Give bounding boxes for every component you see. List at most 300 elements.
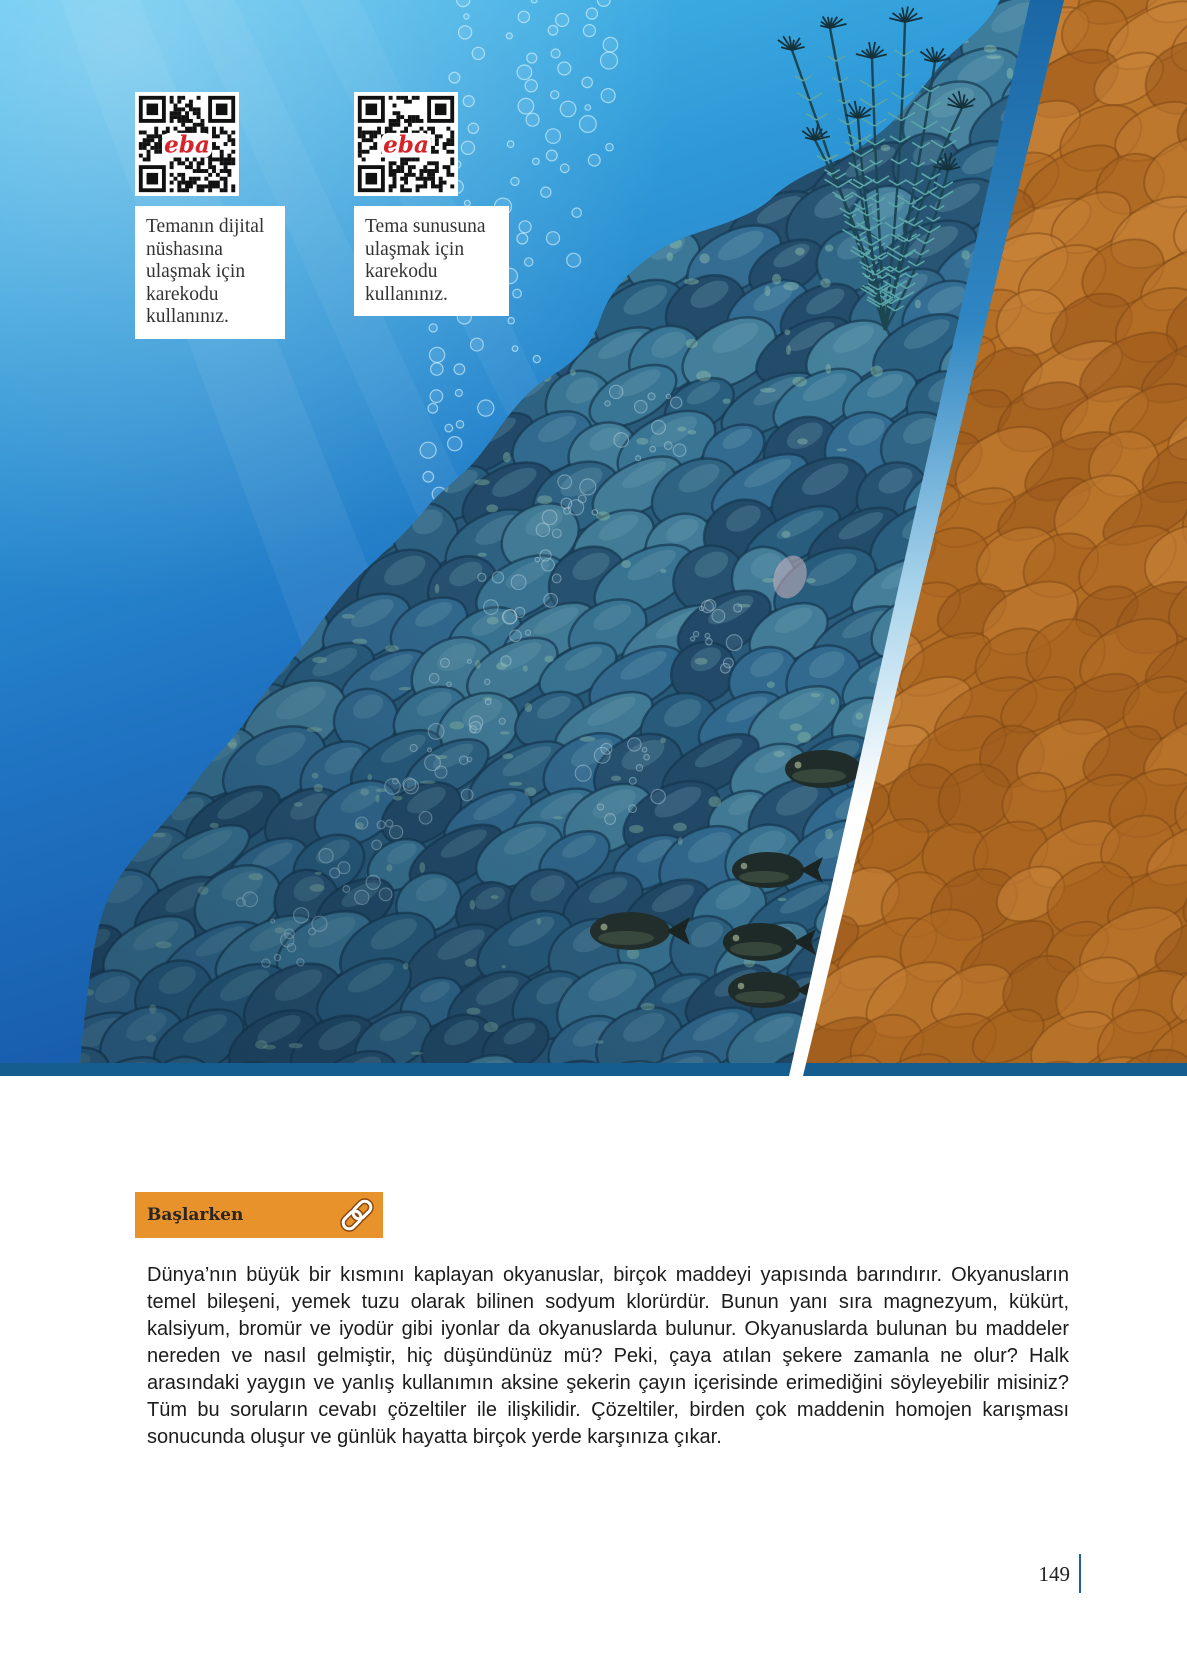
qr-module xyxy=(170,161,174,165)
qr-module xyxy=(427,173,431,177)
qr-module xyxy=(427,169,431,173)
qr-module xyxy=(389,96,393,100)
qr-module xyxy=(366,138,370,142)
qr-caption-digital-copy xyxy=(135,206,285,339)
qr-module xyxy=(419,177,423,181)
bubble xyxy=(449,72,460,83)
caption-line: Temanın dijital xyxy=(146,216,265,237)
qr-module xyxy=(147,138,151,142)
bubble xyxy=(464,14,469,19)
qr-module xyxy=(197,184,201,188)
qr-module xyxy=(170,100,174,104)
qr-module xyxy=(416,177,420,181)
qr-module xyxy=(189,104,193,108)
qr-module xyxy=(189,181,193,185)
qr-finder-center xyxy=(366,173,378,185)
qr-module xyxy=(181,177,185,181)
qr-module xyxy=(200,127,204,131)
bubble xyxy=(513,289,522,298)
eba-logo-text: eba xyxy=(383,131,429,159)
bubble xyxy=(525,258,533,266)
qr-module xyxy=(204,184,208,188)
qr-module xyxy=(427,127,431,131)
qr-module xyxy=(419,127,423,131)
qr-module xyxy=(439,184,443,188)
bubble xyxy=(420,442,436,458)
qr-module xyxy=(150,138,154,142)
qr-module xyxy=(377,127,381,131)
qr-module xyxy=(358,150,362,154)
qr-module xyxy=(212,169,216,173)
qr-module xyxy=(227,157,231,161)
qr-module xyxy=(431,169,435,173)
qr-module xyxy=(170,111,174,115)
qr-module xyxy=(227,161,231,165)
qr-code-image xyxy=(135,92,239,196)
qr-module xyxy=(408,119,412,123)
qr-module xyxy=(408,100,412,104)
bubble xyxy=(429,324,437,332)
qr-module xyxy=(412,115,416,119)
qr-module xyxy=(143,157,147,161)
bubble xyxy=(547,232,560,245)
qr-module xyxy=(450,134,454,138)
link-icon xyxy=(338,1197,376,1233)
qr-module xyxy=(181,115,185,119)
bubble xyxy=(431,363,443,375)
qr-module xyxy=(177,111,181,115)
qr-module xyxy=(174,111,178,115)
qr-module xyxy=(450,184,454,188)
qr-code-digital-copy xyxy=(135,92,239,196)
caption-line: nüshasına xyxy=(146,238,223,260)
qr-module xyxy=(412,173,416,177)
qr-module xyxy=(408,169,412,173)
bubble xyxy=(463,96,474,107)
qr-module xyxy=(389,188,393,192)
qr-module xyxy=(396,123,400,127)
qr-module xyxy=(404,96,408,100)
qr-module xyxy=(177,188,181,192)
qr-module xyxy=(231,131,235,135)
qr-module xyxy=(404,100,408,104)
bubble xyxy=(601,52,618,69)
qr-module xyxy=(212,181,216,185)
qr-module xyxy=(193,177,197,181)
qr-module xyxy=(435,142,439,146)
qr-module xyxy=(224,131,228,135)
qr-module xyxy=(177,100,181,104)
bubble xyxy=(546,129,561,144)
qr-finder-center xyxy=(147,173,159,185)
qr-module xyxy=(393,169,397,173)
section-header xyxy=(135,1192,383,1238)
bubble xyxy=(548,26,558,36)
qr-module xyxy=(396,111,400,115)
caption-line: ulaşmak için xyxy=(365,238,465,260)
qr-module xyxy=(185,181,189,185)
qr-module xyxy=(147,157,151,161)
qr-module xyxy=(231,142,235,146)
qr-module xyxy=(435,184,439,188)
qr-module xyxy=(423,165,427,169)
qr-module xyxy=(143,131,147,135)
qr-module xyxy=(150,134,154,138)
qr-module xyxy=(177,181,181,185)
qr-module xyxy=(423,177,427,181)
qr-module xyxy=(431,146,435,150)
qr-module xyxy=(174,107,178,111)
qr-module xyxy=(212,184,216,188)
paragraph-line: nereden ve nasıl gelmiştir, hiç düşündünüz mü? Peki, çaya atılan şekere zamanla ne olur? Halk xyxy=(147,1345,1069,1367)
qr-module xyxy=(450,142,454,146)
qr-module xyxy=(170,173,174,177)
qr-module xyxy=(389,169,393,173)
qr-module xyxy=(189,184,193,188)
qr-module xyxy=(220,177,224,181)
qr-module xyxy=(212,142,216,146)
qr-module xyxy=(400,177,404,181)
qr-module xyxy=(147,154,151,158)
qr-module xyxy=(197,188,201,192)
bubble xyxy=(471,338,484,351)
qr-module xyxy=(416,96,420,100)
qr-module xyxy=(373,131,377,135)
fish-eye xyxy=(741,863,748,870)
bubble xyxy=(533,356,540,363)
bubble xyxy=(588,154,600,166)
qr-module xyxy=(393,123,397,127)
bubble xyxy=(582,77,592,87)
qr-module xyxy=(423,169,427,173)
qr-module xyxy=(170,181,174,185)
qr-module xyxy=(189,127,193,131)
qr-module xyxy=(185,165,189,169)
fish-belly xyxy=(730,942,782,956)
bubble xyxy=(601,89,615,103)
qr-module xyxy=(224,142,228,146)
qr-module xyxy=(435,161,439,165)
qr-module xyxy=(212,165,216,169)
section-title: Başlarken xyxy=(147,1205,244,1225)
qr-module xyxy=(181,173,185,177)
bubble xyxy=(527,53,537,63)
qr-module xyxy=(158,134,162,138)
qr-module xyxy=(177,173,181,177)
qr-module xyxy=(154,134,158,138)
qr-module xyxy=(231,188,235,192)
qr-module xyxy=(174,177,178,181)
qr-module xyxy=(185,119,189,123)
qr-module xyxy=(197,111,201,115)
bubble xyxy=(541,187,551,197)
qr-module xyxy=(400,184,404,188)
qr-module xyxy=(216,181,220,185)
fish-belly xyxy=(739,871,789,883)
qr-module xyxy=(362,150,366,154)
qr-module xyxy=(170,115,174,119)
qr-module xyxy=(224,157,228,161)
qr-module xyxy=(358,134,362,138)
bubble xyxy=(428,404,438,414)
qr-code-image xyxy=(354,92,458,196)
qr-module xyxy=(216,134,220,138)
qr-module xyxy=(185,188,189,192)
banner-stripe xyxy=(0,1063,1187,1076)
eba-logo-text: eba xyxy=(164,131,210,159)
qr-module xyxy=(185,111,189,115)
bubble xyxy=(546,150,557,161)
qr-module xyxy=(139,131,143,135)
qr-module xyxy=(189,100,193,104)
qr-module xyxy=(446,138,450,142)
qr-module xyxy=(408,173,412,177)
qr-module xyxy=(431,161,435,165)
qr-module xyxy=(224,169,228,173)
qr-module xyxy=(200,188,204,192)
paragraph-line: Tüm bu soruların cevabı çözeltiler ile ilişkilidir. Çözeltiler, birden çok maddenin homojen karışması xyxy=(147,1399,1069,1421)
qr-module xyxy=(431,150,435,154)
qr-module xyxy=(439,134,443,138)
page-number: 149 xyxy=(1038,1562,1070,1586)
qr-module xyxy=(389,161,393,165)
qr-module xyxy=(197,165,201,169)
qr-module xyxy=(358,127,362,131)
qr-module xyxy=(389,184,393,188)
qr-module xyxy=(450,173,454,177)
bubble xyxy=(430,347,445,362)
qr-module xyxy=(419,119,423,123)
fish-eye xyxy=(795,762,802,769)
bubble xyxy=(517,233,528,244)
qr-module xyxy=(396,169,400,173)
paragraph-line: arasındaki yaygın ve yanlış kullanımın aksine şekerin çayın içerisinde erimediğini söyleyebilir misiniz? xyxy=(147,1372,1069,1394)
qr-module xyxy=(450,138,454,142)
qr-finder-center xyxy=(147,104,159,116)
qr-module xyxy=(393,161,397,165)
qr-module xyxy=(220,161,224,165)
qr-module xyxy=(212,134,216,138)
bubble xyxy=(567,253,581,267)
qr-module xyxy=(400,165,404,169)
qr-module xyxy=(212,127,216,131)
paragraph-line: sonucunda oluşur ve günlük hayatta birçok yerde karşınıza çıkar. xyxy=(147,1426,722,1448)
qr-module xyxy=(147,134,151,138)
qr-module xyxy=(393,104,397,108)
qr-module xyxy=(193,127,197,131)
qr-module xyxy=(435,165,439,169)
qr-module xyxy=(193,111,197,115)
qr-module xyxy=(224,177,228,181)
qr-module xyxy=(393,184,397,188)
qr-module xyxy=(400,115,404,119)
qr-module xyxy=(177,119,181,123)
qr-module xyxy=(200,161,204,165)
qr-module xyxy=(443,146,447,150)
qr-module xyxy=(396,96,400,100)
qr-module xyxy=(231,161,235,165)
caption-line: kullanınız. xyxy=(146,306,229,327)
bubble xyxy=(518,11,529,22)
qr-module xyxy=(389,173,393,177)
qr-module xyxy=(423,184,427,188)
qr-module xyxy=(177,107,181,111)
link-icon-loop xyxy=(351,1199,374,1222)
qr-module xyxy=(362,157,366,161)
qr-module xyxy=(366,131,370,135)
qr-module xyxy=(193,169,197,173)
qr-module xyxy=(139,146,143,150)
bubble xyxy=(455,390,462,397)
qr-module xyxy=(408,188,412,192)
qr-module xyxy=(177,184,181,188)
paragraph-line: Dünya’nın büyük bir kısmını kaplayan okyanuslar, birçok maddeyi yapısında barındırır. Okyanusların xyxy=(147,1264,1069,1286)
qr-module xyxy=(439,177,443,181)
qr-module xyxy=(204,127,208,131)
qr-module xyxy=(224,165,228,169)
bubble xyxy=(560,164,569,173)
qr-module xyxy=(427,161,431,165)
bubble xyxy=(606,144,613,151)
qr-module xyxy=(400,161,404,165)
qr-module xyxy=(443,165,447,169)
qr-module xyxy=(147,142,151,146)
qr-module xyxy=(404,173,408,177)
qr-module xyxy=(389,165,393,169)
bubble xyxy=(445,424,453,432)
qr-module xyxy=(200,123,204,127)
caption-line: ulaşmak için xyxy=(146,261,246,282)
qr-module xyxy=(220,154,224,158)
qr-module xyxy=(362,131,366,135)
qr-module xyxy=(362,138,366,142)
qr-module xyxy=(435,169,439,173)
qr-module xyxy=(366,150,370,154)
bubble xyxy=(461,141,474,154)
fish-eye xyxy=(601,924,608,931)
fish-belly xyxy=(735,991,785,1003)
bubble xyxy=(518,98,534,114)
qr-module xyxy=(185,184,189,188)
bubble xyxy=(456,421,463,428)
qr-module xyxy=(181,161,185,165)
caption-line: Tema sunusuna xyxy=(365,216,486,237)
qr-module xyxy=(404,119,408,123)
qr-module xyxy=(412,165,416,169)
qr-module xyxy=(143,138,147,142)
qr-module xyxy=(224,161,228,165)
qr-module xyxy=(404,177,408,181)
qr-finder-center xyxy=(435,104,447,116)
eba-logo xyxy=(381,131,431,158)
bubble xyxy=(472,47,484,59)
qr-module xyxy=(185,127,189,131)
qr-module xyxy=(216,173,220,177)
qr-module xyxy=(369,146,373,150)
qr-module xyxy=(189,165,193,169)
bubble xyxy=(448,437,462,451)
qr-module xyxy=(358,154,362,158)
bubble xyxy=(525,80,537,92)
qr-module xyxy=(412,96,416,100)
qr-module xyxy=(231,157,235,161)
fish-belly xyxy=(792,769,846,783)
qr-module xyxy=(212,131,216,135)
qr-module xyxy=(154,127,158,131)
qr-module xyxy=(224,184,228,188)
fish-belly xyxy=(598,931,654,945)
qr-module xyxy=(166,127,170,131)
qr-module xyxy=(227,154,231,158)
qr-module xyxy=(435,138,439,142)
qr-module xyxy=(358,131,362,135)
bubble xyxy=(533,158,540,165)
qr-module xyxy=(197,115,201,119)
qr-module xyxy=(177,161,181,165)
qr-module xyxy=(216,146,220,150)
qr-module xyxy=(208,173,212,177)
qr-module xyxy=(208,188,212,192)
qr-module xyxy=(446,127,450,131)
qr-module xyxy=(197,161,201,165)
qr-module xyxy=(400,96,404,100)
qr-module xyxy=(416,119,420,123)
qr-module xyxy=(393,111,397,115)
qr-module xyxy=(423,181,427,185)
qr-module xyxy=(174,115,178,119)
bubble xyxy=(526,113,539,126)
bubble xyxy=(459,26,472,39)
qr-module xyxy=(212,157,216,161)
qr-module xyxy=(450,150,454,154)
qr-module xyxy=(197,96,201,100)
qr-module xyxy=(389,127,393,131)
qr-module xyxy=(197,169,201,173)
qr-module xyxy=(193,123,197,127)
bubble xyxy=(519,221,531,233)
qr-module xyxy=(181,119,185,123)
qr-module xyxy=(227,169,231,173)
qr-module xyxy=(369,131,373,135)
qr-module xyxy=(143,146,147,150)
qr-module xyxy=(143,142,147,146)
qr-module xyxy=(404,181,408,185)
bubble xyxy=(551,91,559,99)
bubble xyxy=(531,0,537,3)
bubble xyxy=(603,37,618,52)
qr-module xyxy=(170,96,174,100)
eba-logo xyxy=(162,131,212,158)
qr-module xyxy=(200,184,204,188)
qr-module xyxy=(400,188,404,192)
qr-module xyxy=(404,161,408,165)
qr-module xyxy=(416,115,420,119)
qr-module xyxy=(450,131,454,135)
qr-module xyxy=(197,123,201,127)
qr-module xyxy=(231,150,235,154)
bubble xyxy=(512,346,518,352)
bubble xyxy=(517,65,532,80)
qr-module xyxy=(404,127,408,131)
qr-module xyxy=(435,134,439,138)
qr-module xyxy=(193,107,197,111)
qr-module xyxy=(450,161,454,165)
qr-module xyxy=(185,104,189,108)
qr-module xyxy=(208,165,212,169)
qr-finder-center xyxy=(366,104,378,116)
qr-module xyxy=(393,119,397,123)
qr-module xyxy=(446,165,450,169)
